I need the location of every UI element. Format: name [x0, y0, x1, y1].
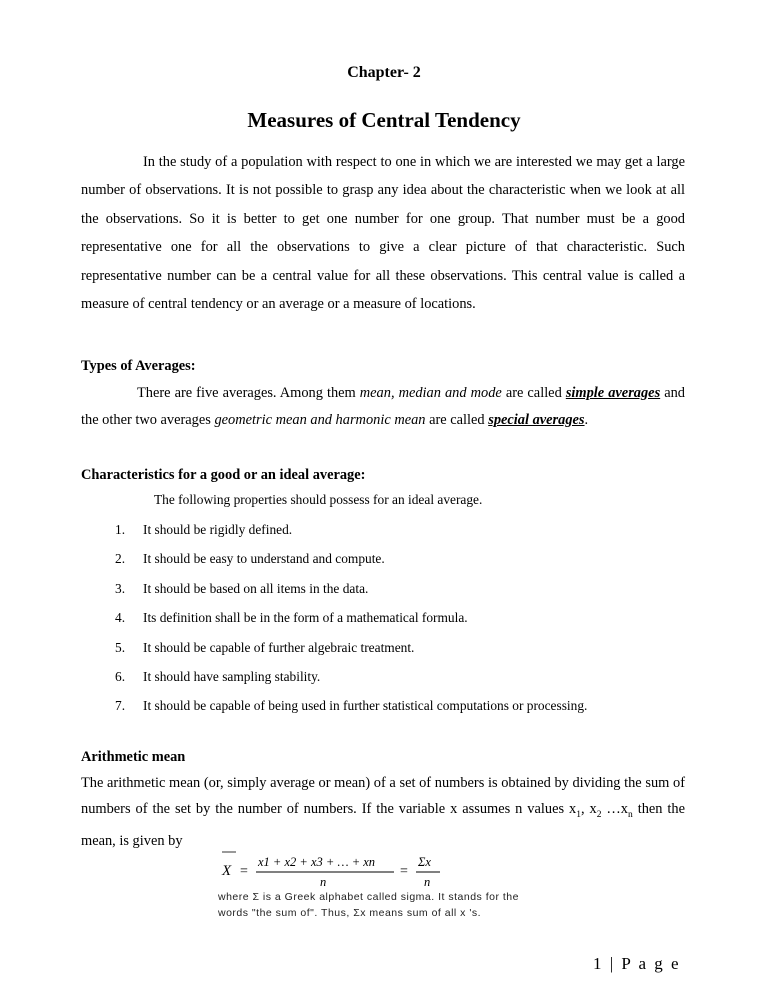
types-paragraph: [81, 380, 685, 434]
intro-paragraph: [81, 148, 685, 318]
list-item-number: 5.: [115, 639, 126, 655]
am-text: , x: [580, 801, 597, 817]
formula-equals: =: [240, 864, 248, 879]
am-text: The arithmetic mean (or, simply average or mean) of a set of numbers is obtained by dividing the sum of numbers of the set by the number of numbers. If the variable x assumes n values x: [81, 775, 685, 817]
subscript: 2: [596, 809, 602, 820]
intro-text: In the study of a population with respect to one in which we are interested we may get a large number of observations. It is not possible to grasp any idea about the characteristic when we look at all the observations. So it is better to get one number for one group. That number must be a good representative one for all the observations to give a clear picture of that characteristic. Such representative number can be a central value for all these observations. This central value is called a measure of central tendency or an average or a measure of locations.: [81, 154, 685, 313]
special-averages-list: geometric mean and harmonic mean: [214, 412, 426, 428]
subscript: 1: [576, 809, 581, 820]
page-title: Measures of Central Tendency: [247, 108, 521, 132]
list-item-number: 3.: [115, 580, 126, 596]
formula-rhs-denominator: n: [424, 875, 431, 889]
list-item-text: It should be based on all items in the data.: [143, 580, 369, 596]
formula-numerator: x1 + x2 + x3 + … + xn: [258, 855, 376, 869]
list-item-text: It should have sampling stability.: [143, 668, 321, 684]
formula-rhs-numerator: Σx: [418, 855, 431, 869]
list-item: [115, 639, 587, 668]
list-item: [115, 697, 587, 726]
characteristics-heading: Characteristics for a good or an ideal average:: [81, 467, 366, 483]
formula-note-line: where Σ is a Greek alphabet called sigma. It stands for the: [218, 891, 519, 903]
list-item: [115, 609, 587, 638]
list-item-text: Its definition shall be in the form of a mathematical formula.: [143, 610, 468, 626]
types-text: .: [584, 412, 589, 428]
special-averages-term: special averages: [488, 412, 585, 428]
page-number: 1 | P a g e: [593, 954, 681, 973]
formula-equals-2: =: [400, 864, 408, 879]
arithmetic-mean-paragraph: [81, 770, 685, 854]
list-item: [115, 668, 587, 697]
list-item-text: It should be easy to understand and compute.: [143, 551, 385, 567]
simple-averages-list: mean, median and mode: [359, 385, 502, 401]
list-item-text: It should be rigidly defined.: [143, 522, 293, 537]
chapter-heading: Chapter- 2: [347, 64, 421, 81]
types-text: are called: [425, 412, 489, 428]
subscript: n: [628, 809, 633, 820]
properties-list: [115, 521, 587, 727]
list-item-number: 7.: [115, 698, 126, 714]
formula-denominator: n: [320, 875, 327, 889]
list-item: [115, 550, 587, 579]
types-text: and the other two averages: [81, 385, 685, 428]
arithmetic-mean-heading: Arithmetic mean: [81, 749, 186, 765]
am-text: then the mean, is given by: [81, 801, 686, 849]
list-item: [115, 580, 587, 609]
types-heading: Types of Averages:: [81, 358, 196, 374]
characteristics-intro: The following properties should possess for an ideal average.: [154, 492, 483, 507]
list-item-text: It should be capable of being used in further statistical computations or processing.: [143, 698, 588, 714]
types-text: There are five averages. Among them: [137, 385, 360, 401]
am-text: …x: [601, 801, 628, 817]
list-item-number: 1.: [115, 522, 126, 537]
list-item-number: 2.: [115, 551, 126, 567]
list-item-number: 4.: [115, 610, 126, 626]
types-text: are called: [501, 385, 566, 401]
list-item-number: 6.: [115, 668, 126, 684]
formula-note-line: words "the sum of". Thus, Σx means sum of all x 's.: [218, 907, 482, 919]
formula-lhs: X: [222, 863, 232, 879]
simple-averages-term: simple averages: [565, 385, 661, 401]
list-item-text: It should be capable of further algebraic treatment.: [143, 639, 415, 655]
list-item: [115, 521, 587, 550]
formula-note: [218, 889, 598, 921]
